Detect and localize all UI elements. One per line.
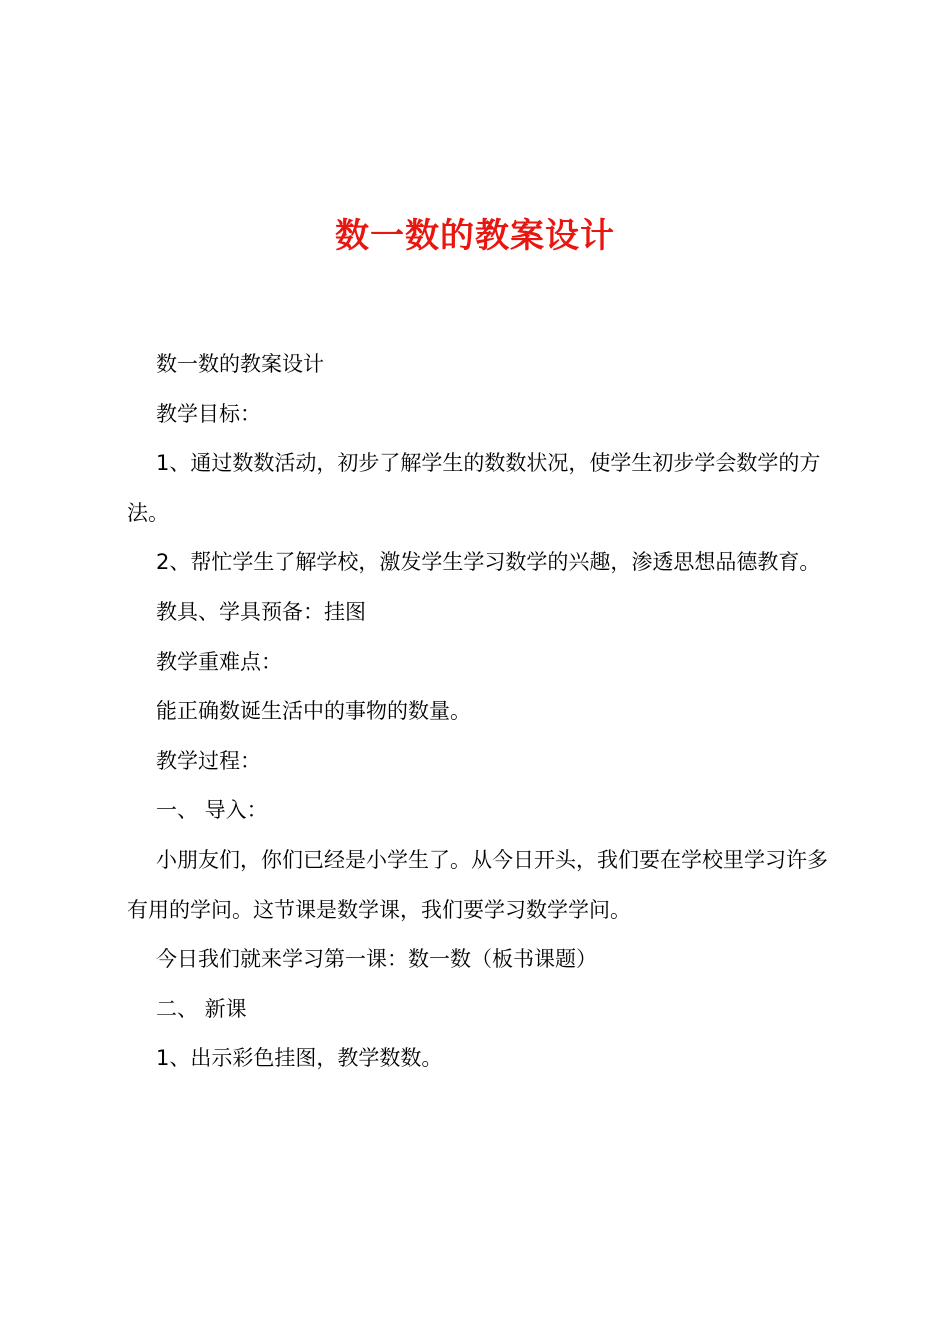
paragraph-materials: 教具、学具预备：挂图 bbox=[156, 599, 366, 624]
paragraph-step-1: 1、出示彩色挂图，教学数数。 bbox=[156, 1046, 443, 1071]
paragraph-objectives-heading: 教学目标： bbox=[156, 401, 261, 426]
paragraph-lesson-topic: 今日我们就来学习第一课：数一数（板书课题） bbox=[156, 947, 597, 972]
document-body bbox=[127, 340, 833, 1084]
document-title: 数一数的教案设计 bbox=[335, 216, 615, 256]
paragraph-section-intro: 一、 导入： bbox=[156, 798, 268, 823]
paragraph-section-new-lesson: 二、 新课 bbox=[156, 996, 247, 1021]
paragraph-subtitle: 数一数的教案设计 bbox=[156, 352, 324, 376]
paragraph-intro-text: 小朋友们，你们已经是小学生了。从今日开头，我们要在学校里学习许多有用的学问。这节课是数学课，我们要学习数学学问。 bbox=[127, 847, 828, 922]
paragraph-process-heading: 教学过程： bbox=[156, 748, 261, 773]
paragraph-objective-1: 1、通过数数活动，初步了解学生的数数状况，使学生初步学会数学的方法。 bbox=[127, 451, 821, 525]
paragraph-key-points: 能正确数诞生活中的事物的数量。 bbox=[156, 699, 471, 724]
paragraph-objective-2: 2、帮忙学生了解学校，激发学生学习数学的兴趣，渗透思想品德教育。 bbox=[156, 550, 821, 575]
paragraph-key-points-heading: 教学重难点： bbox=[156, 649, 282, 674]
